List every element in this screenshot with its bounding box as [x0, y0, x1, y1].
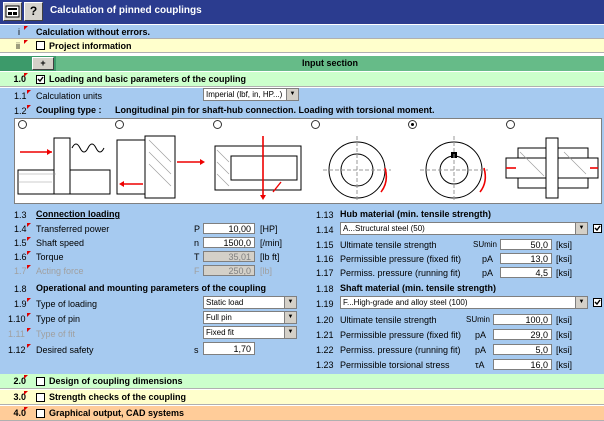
row-number: 1.7	[14, 266, 27, 276]
row-number: 1.8	[14, 284, 27, 294]
comment-marker	[24, 375, 28, 379]
speed-input[interactable]: 1500,0	[203, 237, 255, 248]
expand-button[interactable]: +	[32, 57, 54, 70]
coupling-radio-5[interactable]	[408, 120, 417, 129]
shaft-pressure-running-value: 5,0	[493, 344, 552, 355]
comment-marker	[27, 328, 31, 332]
hub-pressure-running-symbol: pA	[482, 268, 494, 278]
app-icon[interactable]	[3, 2, 22, 21]
row-number: 4.0	[13, 408, 26, 418]
row-number: 1.0	[13, 74, 26, 84]
row-number: 1.12	[8, 345, 26, 355]
hub-uts-symbol: SUmin	[473, 240, 498, 249]
shaft-torsional-value: 16,0	[493, 359, 552, 370]
row-number: 1.18	[316, 284, 334, 294]
coupling-type-label: Coupling type :	[36, 105, 102, 115]
comment-marker	[27, 237, 31, 241]
section-1-checkbox[interactable]	[36, 75, 45, 84]
shaft-pressure-running-label: Permiss. pressure (running fit)	[340, 345, 461, 355]
shaft-torsional-label: Permissible torsional stress	[340, 360, 450, 370]
hub-material-select[interactable]	[340, 222, 588, 235]
coupling-radio-6[interactable]	[506, 120, 515, 129]
units-label: Calculation units	[36, 91, 103, 101]
row-number: 1.19	[316, 299, 334, 309]
shaft-pressure-running-unit: [ksi]	[556, 345, 573, 355]
row-number: 1.3	[14, 210, 27, 220]
pin-type-label: Type of pin	[36, 314, 81, 324]
section-3-header[interactable]	[0, 390, 604, 405]
comment-marker	[27, 313, 31, 317]
hub-uts-unit: [ksi]	[556, 240, 573, 250]
shaft-material-checkbox[interactable]	[593, 298, 602, 307]
shaft-torsional-symbol: τA	[475, 360, 485, 370]
torque-unit: [lb ft]	[260, 252, 280, 262]
power-symbol: P	[194, 224, 201, 234]
hub-pressure-fixed-unit: [ksi]	[556, 254, 573, 264]
coupling-radio-4[interactable]	[311, 120, 320, 129]
section-1-header[interactable]	[0, 72, 604, 87]
hub-pressure-running-unit: [ksi]	[556, 268, 573, 278]
coupling-diagram-4	[309, 132, 405, 202]
loading-type-select[interactable]	[203, 296, 297, 309]
row-number: 3.0	[13, 392, 26, 402]
coupling-diagram-2	[113, 132, 209, 202]
row-number: 1.20	[316, 315, 334, 325]
row-number: 1.10	[8, 314, 26, 324]
chevron-down-icon[interactable]: ▼	[284, 312, 296, 323]
status-text: Calculation without errors.	[36, 27, 151, 37]
comment-marker	[24, 26, 28, 30]
comment-marker	[27, 344, 31, 348]
connection-loading-title: Connection loading	[36, 209, 120, 219]
hub-uts-value: 50,0	[500, 239, 552, 250]
safety-label: Desired safety	[36, 345, 94, 355]
help-icon[interactable]: ?	[24, 2, 43, 21]
shaft-material-value: F...High-grade and alloy steel (100)	[343, 298, 468, 307]
loading-type-label: Type of loading	[36, 299, 98, 309]
hub-material-checkbox[interactable]	[593, 224, 602, 233]
row-number: 1.14	[316, 225, 334, 235]
row-number: 1.5	[14, 238, 27, 248]
pin-type-select[interactable]	[203, 311, 297, 324]
shaft-material-title: Shaft material (min. tensile strength)	[340, 283, 497, 293]
row-number: 1.6	[14, 252, 27, 262]
window-title: Calculation of pinned couplings	[50, 5, 202, 16]
coupling-radio-1[interactable]	[18, 120, 27, 129]
shaft-uts-value: 100,0	[493, 314, 552, 325]
fit-type-label: Type of fit	[36, 329, 76, 339]
comment-marker	[27, 105, 31, 109]
input-section-bar	[0, 56, 604, 71]
shaft-material-select[interactable]	[340, 296, 588, 309]
status-row	[0, 25, 604, 39]
safety-input[interactable]: 1,70	[203, 342, 255, 355]
fit-type-select[interactable]	[203, 326, 297, 339]
power-label: Transferred power	[36, 224, 110, 234]
coupling-diagram-1	[16, 132, 112, 202]
comment-marker	[27, 251, 31, 255]
row-number: 1.4	[14, 224, 27, 234]
chevron-down-icon[interactable]: ▼	[575, 223, 587, 234]
coupling-diagram-6	[504, 132, 600, 202]
comment-marker	[24, 407, 28, 411]
section-3-checkbox[interactable]	[36, 393, 45, 402]
row-number: 1.21	[316, 330, 334, 340]
row-number: i	[18, 27, 20, 37]
section-2-checkbox[interactable]	[36, 377, 45, 386]
hub-pressure-running-label: Permiss. pressure (running fit)	[340, 268, 461, 278]
title-bar	[0, 0, 604, 24]
fit-type-value: Fixed fit	[206, 328, 235, 337]
chevron-down-icon[interactable]: ▼	[286, 89, 298, 100]
row-number: 1.9	[14, 299, 27, 309]
units-value: Imperial (lbf, in, HP...)	[206, 90, 283, 99]
comment-marker	[27, 265, 31, 269]
coupling-type-description: Longitudinal pin for shaft-hub connection. Loading with torsional moment.	[115, 105, 435, 115]
row-number: 1.17	[316, 268, 334, 278]
project-info-label: Project information	[49, 41, 132, 51]
project-info-row[interactable]	[0, 39, 604, 53]
hub-pressure-fixed-symbol: pA	[482, 254, 494, 264]
shaft-uts-symbol: SUmin	[466, 315, 491, 324]
comment-marker	[24, 40, 28, 44]
safety-symbol: s	[194, 345, 199, 355]
row-number: 1.22	[316, 345, 334, 355]
hub-material-title: Hub material (min. tensile strength)	[340, 209, 492, 219]
row-number: 1.16	[316, 254, 334, 264]
shaft-uts-unit: [ksi]	[556, 315, 573, 325]
section-4-checkbox[interactable]	[36, 409, 45, 418]
speed-label: Shaft speed	[36, 238, 85, 248]
coupling-radio-2[interactable]	[115, 120, 124, 129]
chevron-down-icon[interactable]: ▼	[284, 327, 296, 338]
hub-uts-label: Ultimate tensile strength	[340, 240, 437, 250]
hub-pressure-fixed-label: Permissible pressure (fixed fit)	[340, 254, 462, 264]
row-number: 2.0	[13, 376, 26, 386]
section-3-label: Strength checks of the coupling	[49, 392, 187, 402]
force-symbol: F	[194, 266, 200, 276]
speed-unit: [/min]	[260, 238, 283, 248]
pin-type-value: Full pin	[206, 313, 232, 322]
row-number: 1.15	[316, 240, 334, 250]
comment-marker	[27, 90, 31, 94]
force-unit: [lb]	[260, 266, 273, 276]
shaft-pressure-fixed-symbol: pA	[475, 330, 487, 340]
shaft-pressure-fixed-value: 29,0	[493, 329, 552, 340]
loading-type-value: Static load	[206, 298, 244, 307]
power-input[interactable]: 10,00	[203, 223, 255, 234]
shaft-uts-label: Ultimate tensile strength	[340, 315, 437, 325]
row-number: 1.13	[316, 210, 334, 220]
units-select[interactable]	[203, 88, 299, 101]
section-2-header[interactable]	[0, 374, 604, 389]
coupling-diagram-3	[211, 132, 307, 202]
section-4-label: Graphical output, CAD systems	[49, 408, 185, 418]
coupling-radio-3[interactable]	[213, 120, 222, 129]
chevron-down-icon[interactable]: ▼	[575, 297, 587, 308]
force-label: Acting force	[36, 266, 84, 276]
row-number: 1.11	[8, 329, 25, 339]
comment-marker	[27, 298, 31, 302]
row-number: 1.1	[14, 91, 27, 101]
coupling-diagram-5	[406, 132, 502, 202]
section-1-label: Loading and basic parameters of the coupling	[49, 74, 247, 84]
torque-input[interactable]: 35,01	[203, 251, 255, 262]
row-number: 1.2	[14, 106, 27, 116]
section-4-header[interactable]	[0, 406, 604, 421]
torque-label: Torque	[36, 252, 64, 262]
shaft-torsional-unit: [ksi]	[556, 360, 573, 370]
input-section-label: Input section	[56, 56, 604, 71]
comment-marker	[27, 223, 31, 227]
row-number: 1.23	[316, 360, 334, 370]
project-info-checkbox[interactable]	[36, 41, 45, 50]
shaft-pressure-fixed-label: Permissible pressure (fixed fit)	[340, 330, 462, 340]
power-unit: [HP]	[260, 224, 278, 234]
force-input[interactable]: 250,0	[203, 265, 255, 276]
section-2-label: Design of coupling dimensions	[49, 376, 183, 386]
torque-symbol: T	[194, 252, 200, 262]
comment-marker	[24, 391, 28, 395]
speed-symbol: n	[194, 238, 200, 248]
chevron-down-icon[interactable]: ▼	[284, 297, 296, 308]
operational-title: Operational and mounting parameters of the coupling	[36, 283, 267, 293]
hub-pressure-fixed-value: 13,0	[500, 253, 552, 264]
hub-pressure-running-value: 4,5	[500, 267, 552, 278]
hub-material-value: A...Structural steel (50)	[343, 224, 425, 233]
row-number: ii	[16, 41, 20, 51]
shaft-pressure-running-symbol: pA	[475, 345, 487, 355]
comment-marker	[24, 73, 28, 77]
shaft-pressure-fixed-unit: [ksi]	[556, 330, 573, 340]
